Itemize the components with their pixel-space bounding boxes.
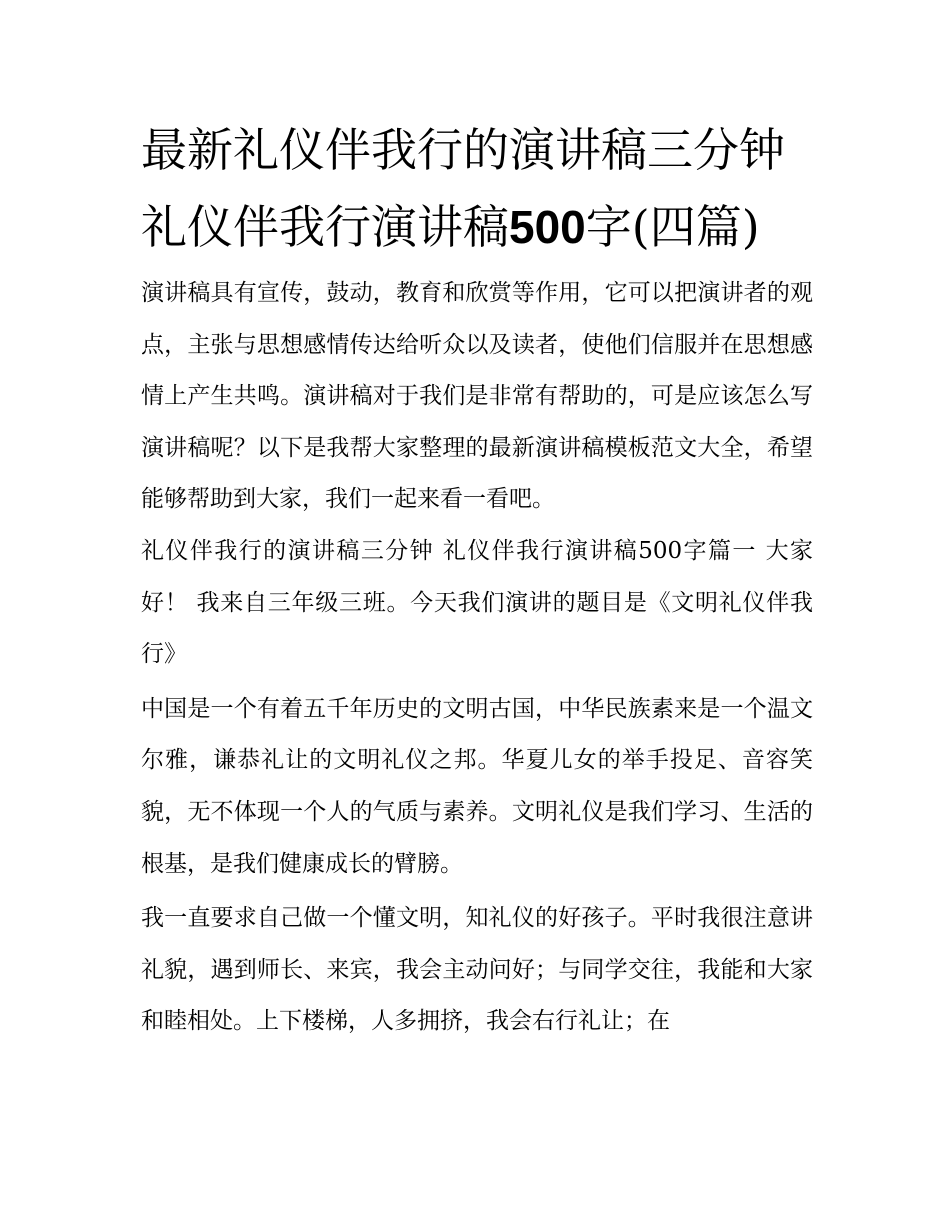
title-number: 500 [509, 201, 586, 253]
speech-heading-paragraph: 礼仪伴我行的演讲稿三分钟 礼仪伴我行演讲稿500字篇一 大家好！ 我来自三年级三班。今天我们演讲的题目是《文明礼仪伴我行》 [141, 537, 813, 668]
intro-paragraph: 演讲稿具有宣传，鼓动，教育和欣赏等作用，它可以把演讲者的观点，主张与思想感情传达给听众以及读者，使他们信服并在思想感情上产生共鸣。演讲稿对于我们是非常有帮助的，可是应该怎么写演讲稿呢？以下是我帮大家整理的最新演讲稿模板范文大全，希望能够帮助到大家，我们一起来看一看吧。 [141, 280, 813, 513]
document-content [141, 112, 813, 1048]
title-text-part2: 字(四篇) [585, 200, 760, 254]
body-paragraph: 我一直要求自己做一个懂文明，知礼仪的好孩子。平时我很注意讲礼貌，遇到师长、来宾，我会主动问好；与同学交往，我能和大家和睦相处。上下楼梯，人多拥挤，我会右行礼让；在 [141, 905, 813, 1035]
document-title [141, 112, 813, 266]
title-text-part1: 最新礼仪伴我行的演讲稿三分钟 礼仪伴我行演讲稿 [141, 123, 785, 254]
body-paragraph: 中国是一个有着五千年历史的文明古国，中华民族素来是一个温文尔雅，谦恭礼让的文明礼仪之邦。华夏儿女的举手投足、音容笑貌，无不体现一个人的气质与素养。文明礼仪是我们学习、生活的根基，是我们健康成长的臂膀。 [141, 695, 813, 877]
